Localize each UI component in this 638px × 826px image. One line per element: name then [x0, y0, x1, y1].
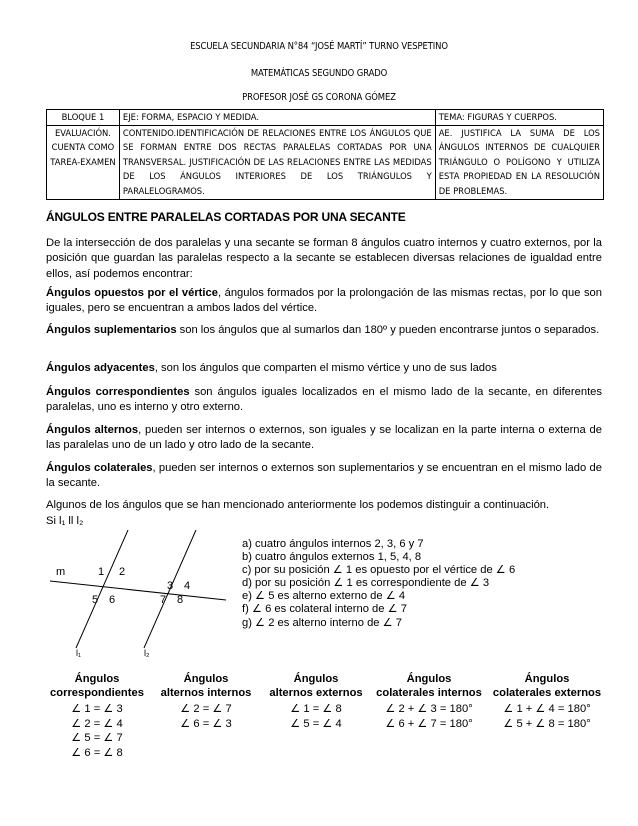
column-heading: Ángulos	[293, 673, 339, 685]
bloque-cell: BLOQUE 1	[47, 110, 120, 126]
column-heading: Ángulos	[74, 673, 120, 685]
definition-colaterales	[46, 461, 602, 492]
list-item: ∠ 5 = ∠ 7	[71, 732, 123, 745]
definition-term: Ángulos correspondientes	[46, 386, 190, 398]
column-rows	[490, 702, 604, 731]
list-item: g) ∠ 2 es alterno interno de ∠ 7	[242, 616, 402, 629]
list-item: ∠ 5 = ∠ 4	[290, 717, 342, 730]
list-item: ∠ 1 + ∠ 4 = 180°	[503, 703, 591, 715]
angle-5-label: 5	[92, 594, 99, 606]
column-alternos-internos	[156, 672, 256, 731]
definition-text: , ángulos formados por la prolongación de las mismas rectas, por lo que son iguales, pero se encuentran a ambos lados del vértice.	[46, 287, 602, 315]
column-alternos-externos	[264, 672, 368, 731]
school-name: ESCUELA SECUNDARIA N°84 “JOSÉ MARTÍ” TURNO VESPETINO	[190, 41, 448, 52]
contenido-cell: CONTENIDO.IDENTIFICACIÓN DE RELACIONES ENTRE LOS ÁNGULOS QUE SE FORMAN ENTRE DOS RECTAS PARALELAS CORTADAS POR UNA TRANSVERSAL. JUSTIFICACIÓN DE LAS RELACIONES ENTRE LAS MEDIDAS DE LOS ÁNGULOS INTERIORES DE LOS TRIÁNGULOS Y PARALELOGRAMOS.	[119, 125, 435, 199]
parallel-lines-figure	[46, 530, 246, 660]
list-item: ∠ 1 = ∠ 8	[290, 703, 342, 715]
ae-cell: AE. JUSTIFICA LA SUMA DE LOS ÁNGULOS INTERNOS DE CUALQUIER TRIÁNGULO O POLÍGONO Y UTILIZA ESTA PROPIEDAD EN LA RESOLUCIÓN DE PROBLEMAS.	[435, 125, 603, 199]
definition-text: son ángulos iguales localizados en el mismo lado de la secante, en diferentes paralelas, uno es interno y otro externo.	[46, 386, 602, 414]
lead-paragraph: Algunos de los ángulos que se han mencionado anteriormente los podemos distinguir a continuación.	[46, 499, 550, 511]
eje-cell: EJE: FORMA, ESPACIO Y MEDIDA.	[119, 110, 435, 126]
secant-label: m	[56, 566, 66, 578]
definition-text: , pueden ser internos o externos son suplementarios y se encuentran en el mismo lado de la secante.	[46, 462, 602, 490]
section-title: ÁNGULOS ENTRE PARALELAS CORTADAS POR UNA SECANTE	[46, 210, 406, 224]
subject-title: MATEMÁTICAS SEGUNDO GRADO	[250, 68, 388, 79]
angle-8-label: 8	[177, 594, 184, 606]
list-item: ∠ 5 + ∠ 8 = 180°	[503, 717, 591, 730]
definition-opuestos	[46, 286, 602, 317]
angle-3-label: 3	[167, 580, 174, 592]
teacher-name: PROFESOR JOSÉ GS CORONA GÓMEZ	[242, 92, 396, 103]
definition-term: Ángulos alternos	[46, 424, 139, 436]
list-item: a) cuatro ángulos internos 2, 3, 6 y 7	[242, 538, 424, 550]
evaluacion-cell: EVALUACIÓN. CUENTA COMO TAREA-EXAMEN	[47, 125, 120, 199]
table-row	[47, 125, 604, 199]
list-item: c) por su posición ∠ 1 es opuesto por el vértice de ∠ 6	[242, 564, 516, 577]
definition-term: Ángulos suplementarios	[46, 324, 177, 336]
list-item: ∠ 6 = ∠ 3	[180, 717, 232, 730]
column-heading: correspondientes	[50, 687, 144, 699]
list-item: d) por su posición ∠ 1 es correspondiente de ∠ 3	[242, 577, 490, 590]
angle-6-label: 6	[109, 594, 116, 606]
parallel-lines-diagram	[46, 530, 246, 660]
column-rows	[44, 702, 150, 760]
column-colaterales-externos	[490, 672, 604, 731]
column-colaterales-internos	[372, 672, 486, 731]
list-item: ∠ 1 = ∠ 3	[71, 703, 123, 715]
definition-text: , son los ángulos que comparten el mismo vértice y uno de sus lados	[154, 362, 497, 374]
definition-correspondientes	[46, 385, 602, 416]
list-item: ∠ 2 + ∠ 3 = 180°	[385, 703, 473, 715]
list-item: ∠ 2 = ∠ 7	[180, 703, 232, 715]
column-heading: Ángulos	[406, 673, 452, 685]
column-rows	[372, 702, 486, 731]
column-heading: alternos internos	[160, 687, 252, 699]
list-item: f) ∠ 6 es colateral interno de ∠ 7	[242, 603, 407, 616]
intro-paragraph: De la intersección de dos paralelas y una secante se forman 8 ángulos cuatro internos y cuatro externos, por la posición que guardan las paralelas respecto a la secante se establecen diversas relaciones de igualdad entre ellos, así podemos encontrar:	[46, 237, 602, 280]
line-l1-label: l₁	[76, 648, 82, 658]
column-heading: colaterales internos	[376, 687, 482, 699]
course-info-table	[46, 109, 604, 200]
secant-m	[50, 581, 226, 600]
column-heading: colaterales externos	[492, 687, 602, 699]
angle-4-label: 4	[184, 580, 191, 592]
definition-suplementarios	[46, 323, 602, 338]
angle-1-label: 1	[98, 566, 105, 578]
column-heading: Ángulos	[183, 673, 229, 685]
column-heading: Ángulos	[524, 673, 570, 685]
definition-term: Ángulos adyacentes	[46, 362, 155, 374]
definition-text: , pueden ser internos o externos, son iguales y se localizan en la parte interna o externa de las paralelas uno de un lado y otro lado de la secante.	[46, 424, 603, 452]
column-heading: alternos externos	[269, 687, 363, 699]
list-item: b) cuatro ángulos externos 1, 5, 4, 8	[242, 551, 422, 564]
definition-term: Ángulos colaterales	[46, 462, 153, 474]
statements-list	[242, 538, 515, 630]
definition-adyacentes	[46, 361, 602, 376]
definition-alternos	[46, 423, 602, 454]
list-item: ∠ 2 = ∠ 4	[71, 717, 123, 730]
angle-2-label: 2	[119, 566, 126, 578]
list-item: e) ∠ 5 es alterno externo de ∠ 4	[242, 590, 406, 603]
column-rows	[264, 702, 368, 731]
parallel-condition: Si l₁ ll l₂	[46, 515, 84, 527]
tema-cell: TEMA: FIGURAS Y CUERPOS.	[435, 110, 603, 126]
definition-term: Ángulos opuestos por el vértice	[46, 287, 218, 299]
column-rows	[156, 702, 256, 731]
list-item: ∠ 6 + ∠ 7 = 180°	[385, 717, 473, 730]
definition-text: son los ángulos que al sumarlos dan 180º y pueden encontrarse juntos o separados.	[176, 324, 600, 336]
table-row	[47, 110, 604, 126]
column-correspondientes	[44, 672, 150, 760]
line-l2-label: l₂	[144, 648, 150, 658]
angle-7-label: 7	[160, 594, 167, 606]
list-item: ∠ 6 = ∠ 8	[71, 746, 123, 759]
